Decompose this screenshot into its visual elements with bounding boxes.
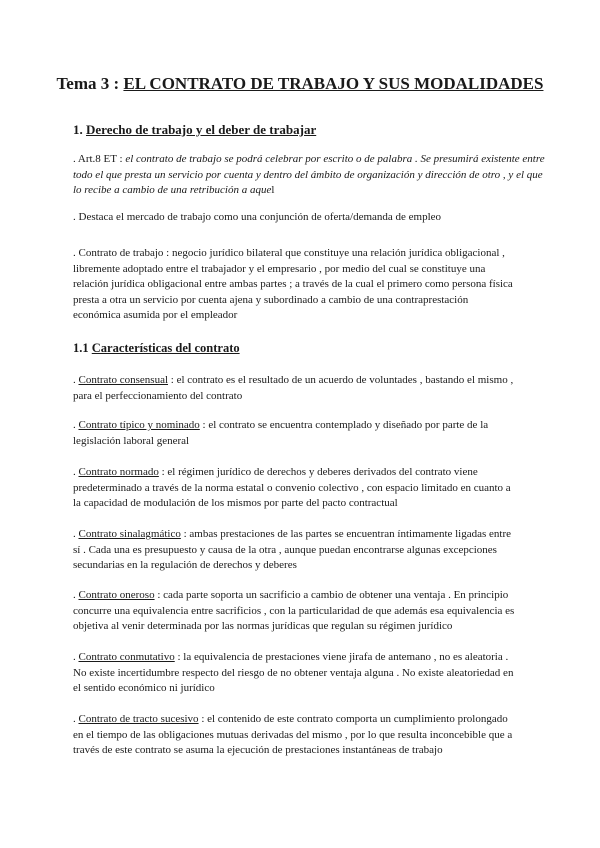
characteristic-line: la capacidad de modulación de los mismos por parte del pacto contractual (73, 497, 398, 510)
definition-line-4: presta a otra un servicio por cuenta ajena y subordinado a cambio de una contraprestación (73, 293, 469, 306)
characteristic-first-line: : cada parte soporta un sacrificio a cambio de obtener una ventaja . En principio (154, 589, 509, 601)
section-1-title: Derecho de trabajo y el deber de trabajar (86, 122, 317, 137)
characteristic-line: secundarias en la regulación de derechos y deberes (73, 559, 297, 572)
characteristic-first-line: : el contrato es el resultado de un acuerdo de voluntades , bastando el mismo , (168, 374, 514, 386)
characteristic-line: concurre una equivalencia entre sacrificios , con la particularidad de que además esa equivalencia es (73, 604, 515, 617)
characteristic-term: Contrato típico y nominado (78, 419, 200, 431)
characteristic-line: para el perfeccionamiento del contrato (73, 389, 243, 402)
art8-line-2: todo el que presta un servicio por cuenta y dentro del ámbito de organización y dirección de otro , y el que (73, 168, 543, 181)
characteristic-line: No existe incertidumbre respecto del riesgo de no obtener ventaja alguna . No existe aleatoriedad en (73, 666, 514, 679)
characteristic-line: sí . Cada una es presupuesto y causa de la otra , aunque puedan encontrarse algunas excepciones (73, 543, 497, 556)
definition-line-1: . Contrato de trabajo : negocio jurídico bilateral que constituye una relación jurídica obligacional , (73, 247, 505, 259)
definition-line-2: libremente adoptado entre el trabajador y el empresario , por medio del cual se constituye una (73, 262, 486, 275)
characteristic-line: legislación laboral general (73, 434, 190, 447)
section-1-number: 1. (73, 122, 86, 137)
section-1-1-heading (73, 339, 240, 357)
characteristic-item: . Contrato de tracto sucesivo : el contenido de este contrato comporta un cumplimiento prolongado en el tiempo de las obligaciones mutuas derivadas del mismo , por lo que resulta inconcebible que a través de este contrato se asuma la ejecución de prestaciones instantáneas de trabajo (73, 712, 535, 759)
characteristic-item: . Contrato sinalagmático : ambas prestaciones de las partes se encuentran íntimamente ligadas entre sí . Cada una es presupuesto y causa de la otra , aunque puedan encontrarse algunas excepciones secundarias en la regulación de derechos y deberes (73, 527, 535, 574)
characteristic-first-line: : ambas prestaciones de las partes se encuentran íntimamente ligadas entre (180, 528, 512, 540)
characteristic-term: Contrato oneroso (78, 589, 155, 601)
definition-line-5: económica asumida por el empleador (73, 309, 238, 322)
art8-paragraph (73, 152, 545, 199)
section-1-1-number: 1.1 (73, 341, 92, 355)
title-prefix: Tema 3 : (56, 74, 124, 93)
mercado-paragraph (73, 210, 535, 226)
art8-line-3: lo recibe a cambio de una retribución a aque (73, 184, 272, 197)
characteristic-item: . Contrato oneroso : cada parte soporta un sacrificio a cambio de obtener una ventaja . En principio concurre una equivalencia entre sacrificios , con la particularidad de que además esa equivalencia es objetiva al venir determinada por las normas jurídicas que regulan su régimen jurídico (73, 588, 535, 635)
characteristic-line: través de este contrato se asuma la ejecución de prestaciones instantáneas de trabajo (73, 744, 443, 757)
characteristic-term: Contrato conmutativo (78, 651, 175, 663)
characteristic-item: . Contrato consensual : el contrato es el resultado de un acuerdo de voluntades , bastando el mismo , para el perfeccionamiento del contrato (73, 373, 535, 404)
characteristic-line: predeterminado a través de la norma estatal o convenio colectivo , con espacio limitado en cuanto a (73, 481, 511, 494)
characteristic-term: Contrato normado (78, 466, 159, 478)
characteristic-item: . Contrato normado : el régimen jurídico de derechos y deberes derivados del contrato viene predeterminado a través de la norma estatal o convenio colectivo , con espacio limitado en cuanto a la capacidad de modulación de los mismos por parte del pacto contractual (73, 465, 535, 512)
characteristic-line: el sentido económico ni jurídico (73, 682, 215, 695)
characteristic-first-line: : el contenido de este contrato comporta un cumplimiento prolongado (198, 713, 508, 725)
characteristic-term: Contrato sinalagmático (78, 528, 181, 540)
document-title (0, 73, 600, 95)
mercado-text: . Destaca el mercado de trabajo como una conjunción de oferta/demanda de empleo (73, 211, 442, 223)
characteristic-line: objetiva al venir determinada por las normas jurídicas que regulan su régimen jurídico (73, 620, 453, 633)
art8-prefix: . Art.8 ET : (73, 153, 126, 165)
characteristic-item: . Contrato conmutativo : la equivalencia de prestaciones viene jirafa de antemano , no es aleatoria . No existe incertidumbre respecto del riesgo de no obtener ventaja alguna . No existe aleatoriedad en el sentido económico ni jurídico (73, 650, 535, 697)
characteristic-first-line: : la equivalencia de prestaciones viene jirafa de antemano , no es aleatoria . (174, 651, 509, 663)
characteristic-line: en el tiempo de las obligaciones mutuas derivadas del mismo , por lo que resulta inconcebible que a (73, 728, 513, 741)
title-main: EL CONTRATO DE TRABAJO Y SUS MODALIDADES (123, 74, 544, 93)
characteristic-first-line: : el régimen jurídico de derechos y deberes derivados del contrato viene (158, 466, 478, 478)
art8-line-1: el contrato de trabajo se podrá celebrar por escrito o de palabra . Se presumirá existente entre (125, 153, 545, 165)
characteristic-item: . Contrato típico y nominado : el contrato se encuentra contemplado y diseñado por parte de la legislación laboral general (73, 418, 535, 449)
art8-tail: l (271, 184, 275, 197)
contrato-definition-paragraph (73, 246, 535, 324)
characteristic-first-line: : el contrato se encuentra contemplado y diseñado por parte de la (199, 419, 489, 431)
characteristic-term: Contrato de tracto sucesivo (78, 713, 199, 725)
characteristic-term: Contrato consensual (78, 374, 169, 386)
section-1-heading (73, 121, 316, 139)
definition-line-3: relación jurídica obligacional entre ambas partes ; a través de la cual el primero como persona física (73, 278, 513, 291)
section-1-1-title: Características del contrato (91, 341, 240, 355)
